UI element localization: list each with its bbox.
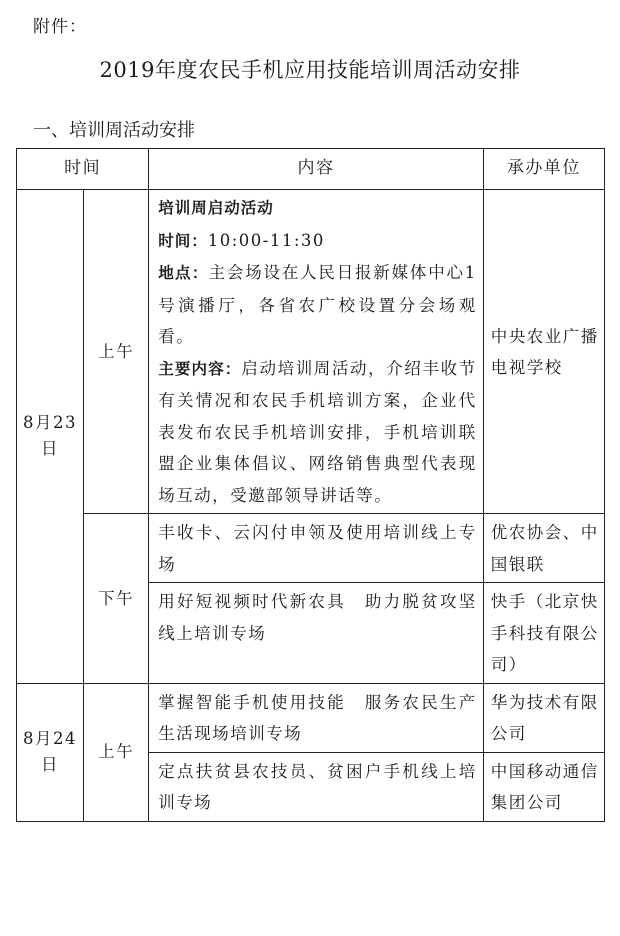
time-value: 10:00-11:30 xyxy=(207,230,325,250)
schedule-table xyxy=(16,148,605,822)
content-cell: 定点扶贫县农技员、贫困户手机线上培训专场 xyxy=(149,752,484,821)
launch-event-cell xyxy=(149,190,484,514)
time-label: 时间： xyxy=(158,231,208,250)
event-time xyxy=(158,225,477,258)
organizer-cell: 优农协会、中国银联 xyxy=(483,514,604,583)
section-heading: 一、培训周活动安排 xyxy=(33,120,195,141)
content-cell: 用好短视频时代新农具 助力脱贫攻坚线上培训专场 xyxy=(149,583,484,684)
session-morning: 上午 xyxy=(84,683,149,821)
content-cell: 掌握智能手机使用技能 服务农民生产生活现场培训专场 xyxy=(149,683,484,752)
organizer-cell: 快手（北京快手科技有限公司） xyxy=(483,583,604,684)
date-aug23: 8月23日 xyxy=(17,190,84,684)
content-cell: 丰收卡、云闪付申领及使用培训线上专场 xyxy=(149,514,484,583)
event-content xyxy=(158,353,477,512)
attachment-label: 附件： xyxy=(33,17,87,37)
table-header-row xyxy=(17,149,605,190)
content-value: 启动培训周活动，介绍丰收节有关情况和农民手机培训方案，企业代表发布农民手机培训安排，手机培训联盟企业集体倡议、网络销售典型代表现场互动，受邀部领导讲话等。 xyxy=(158,358,477,505)
organizer-cell: 中央农业广播电视学校 xyxy=(483,190,604,514)
document-title: 2019年度农民手机应用技能培训周活动安排 xyxy=(99,58,521,82)
organizer-cell: 华为技术有限公司 xyxy=(483,683,604,752)
event-place xyxy=(158,257,477,353)
place-label: 地点： xyxy=(158,264,209,282)
header-time: 时间 xyxy=(17,149,149,190)
session-morning: 上午 xyxy=(84,190,149,514)
content-label: 主要内容： xyxy=(158,359,242,378)
organizer-cell: 中国移动通信集团公司 xyxy=(483,752,604,821)
session-afternoon: 下午 xyxy=(84,514,149,684)
place-value: 主会场设在人民日报新媒体中心1号演播厅，各省农广校设置分会场观看。 xyxy=(158,263,477,346)
table-row xyxy=(17,190,605,514)
header-organizer: 承办单位 xyxy=(483,149,604,190)
event-title: 培训周启动活动 xyxy=(158,199,274,217)
table-row xyxy=(17,514,605,583)
table-row xyxy=(17,683,605,752)
date-aug24: 8月24日 xyxy=(17,683,84,821)
header-content: 内容 xyxy=(149,149,484,190)
